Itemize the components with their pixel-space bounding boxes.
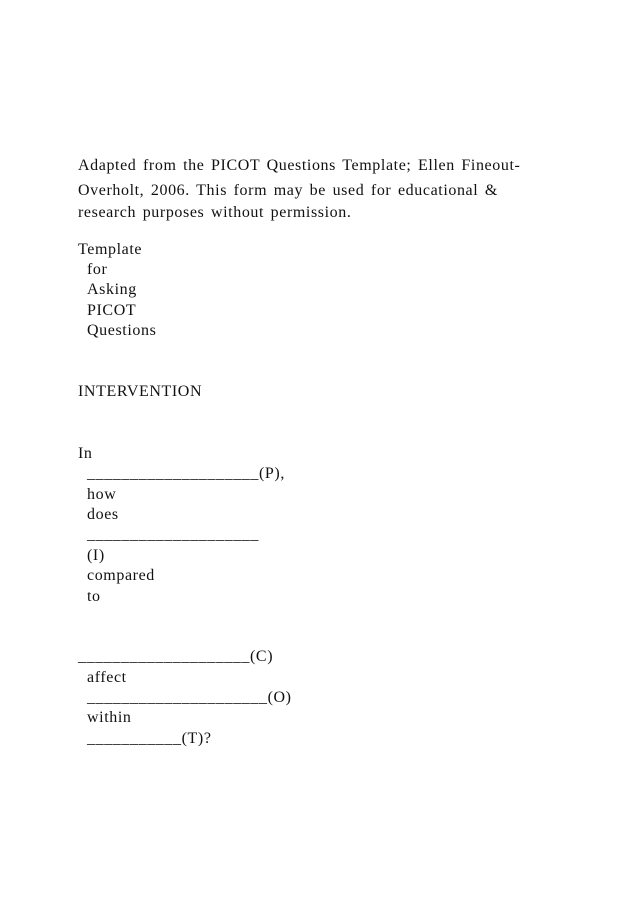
attribution-line-2: Overholt, 2006. This form may be used for educational & bbox=[78, 182, 498, 199]
question-to: to bbox=[87, 588, 101, 605]
attribution-line-1: Adapted from the PICOT Questions Template; Ellen Fineout- bbox=[78, 157, 521, 174]
template-title-line-5: Questions bbox=[87, 322, 157, 339]
question-does: does bbox=[87, 506, 119, 523]
section-heading: INTERVENTION bbox=[78, 383, 203, 400]
question-o-line: _____________________(O) bbox=[87, 689, 292, 706]
template-title-line-1: Template bbox=[78, 241, 143, 258]
template-title-line-2: for bbox=[87, 261, 108, 278]
question-within: within bbox=[87, 709, 132, 726]
question-i-label: (I) bbox=[87, 547, 105, 564]
question-compared: compared bbox=[87, 567, 155, 584]
template-title-line-3: Asking bbox=[87, 281, 137, 298]
question-t-line: ___________(T)? bbox=[87, 730, 212, 747]
question-p-line: ____________________(P), bbox=[87, 465, 285, 482]
question-affect: affect bbox=[87, 669, 127, 686]
attribution-line-3: research purposes without permission. bbox=[78, 204, 352, 221]
question-how: how bbox=[87, 486, 117, 503]
template-title-line-4: PICOT bbox=[87, 302, 137, 319]
question-i-blank: ____________________ bbox=[87, 526, 259, 543]
question-c-line: ____________________(C) bbox=[78, 648, 274, 665]
question-in: In bbox=[78, 445, 93, 462]
